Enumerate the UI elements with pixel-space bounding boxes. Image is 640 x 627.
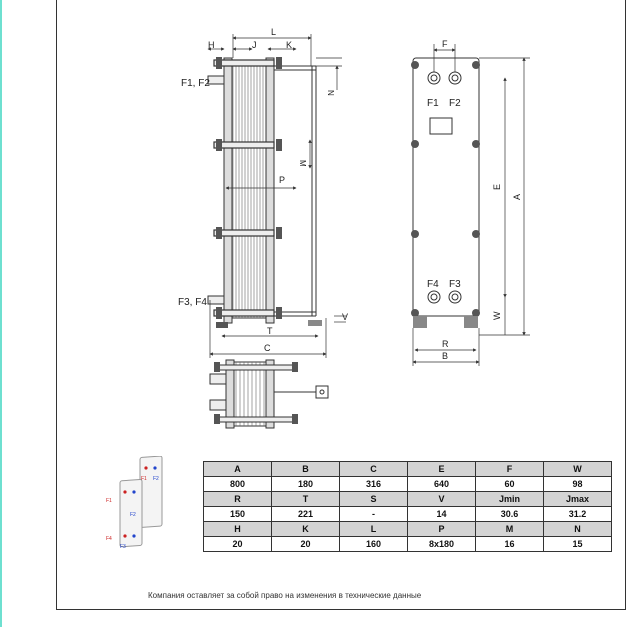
table-cell: 15: [544, 537, 612, 552]
table-cell: K: [272, 522, 340, 537]
table-cell: 160: [340, 537, 408, 552]
table-cell: 31.2: [544, 507, 612, 522]
table-cell: F: [476, 462, 544, 477]
table-cell: 150: [204, 507, 272, 522]
table-cell: 180: [272, 477, 340, 492]
dim-label-c: C: [264, 343, 271, 353]
table-cell: C: [340, 462, 408, 477]
table-cell: H: [204, 522, 272, 537]
table-row: [204, 462, 612, 477]
table-cell: W: [544, 462, 612, 477]
table-cell: 16: [476, 537, 544, 552]
table-cell: A: [204, 462, 272, 477]
table-cell: 98: [544, 477, 612, 492]
dim-label-e: E: [492, 183, 502, 190]
table-cell: 640: [408, 477, 476, 492]
specification-table: [203, 461, 612, 552]
table-cell: 14: [408, 507, 476, 522]
thumb-label-f2-top: F2: [153, 476, 159, 482]
dim-label-h: H: [208, 40, 215, 50]
port-label-f1f2: F1, F2: [181, 78, 210, 89]
table-cell: 800: [204, 477, 272, 492]
table-row: [204, 522, 612, 537]
port-label-f4: F4: [427, 279, 439, 290]
table-cell: Jmin: [476, 492, 544, 507]
table-cell: 221: [272, 507, 340, 522]
table-cell: 60: [476, 477, 544, 492]
side-view: [208, 34, 349, 358]
top-view: [210, 360, 328, 428]
port-label-f3: F3: [449, 279, 461, 290]
dim-label-r: R: [442, 339, 449, 349]
dim-label-t: T: [267, 326, 273, 336]
table-row: [204, 507, 612, 522]
table-cell: M: [476, 522, 544, 537]
table-cell: R: [204, 492, 272, 507]
table-row: [204, 477, 612, 492]
dim-label-n: N: [326, 90, 335, 96]
dim-label-p: P: [279, 175, 286, 185]
table-row: [204, 537, 612, 552]
dim-label-j: J: [252, 40, 257, 50]
dim-label-l: L: [271, 27, 277, 37]
dim-label-w: W: [492, 311, 502, 320]
dim-label-b: B: [442, 351, 449, 361]
port-label-f2: F2: [449, 98, 461, 109]
table-cell: N: [544, 522, 612, 537]
port-label-f1: F1: [427, 98, 439, 109]
thumb-label-f1: F1: [106, 498, 112, 504]
table-cell: 20: [272, 537, 340, 552]
table-cell: -: [340, 507, 408, 522]
table-cell: 20: [204, 537, 272, 552]
table-cell: S: [340, 492, 408, 507]
table-cell: L: [340, 522, 408, 537]
dim-label-a: A: [512, 193, 522, 200]
plate-thumbnail: [104, 456, 174, 551]
table-cell: V: [408, 492, 476, 507]
table-cell: E: [408, 462, 476, 477]
table-row: [204, 492, 612, 507]
table-cell: 316: [340, 477, 408, 492]
dim-label-v: V: [342, 312, 349, 322]
thumb-label-f2: F2: [130, 512, 136, 518]
table-cell: P: [408, 522, 476, 537]
table-cell: 8x180: [408, 537, 476, 552]
thumb-label-f4: F4: [106, 536, 112, 542]
front-view: [411, 44, 530, 366]
dim-label-f: F: [442, 39, 448, 49]
dim-label-k: K: [286, 40, 293, 50]
thumb-label-f3: F3: [120, 544, 126, 550]
thumb-label-f1-top: F1: [141, 476, 147, 482]
port-label-f3f4: F3, F4: [178, 297, 207, 308]
table-cell: Jmax: [544, 492, 612, 507]
table-cell: B: [272, 462, 340, 477]
table-cell: T: [272, 492, 340, 507]
disclaimer-text: Компания оставляет за собой право на изменения в технические данные: [148, 591, 422, 600]
table-cell: 30.6: [476, 507, 544, 522]
dim-label-m: M: [298, 160, 307, 167]
